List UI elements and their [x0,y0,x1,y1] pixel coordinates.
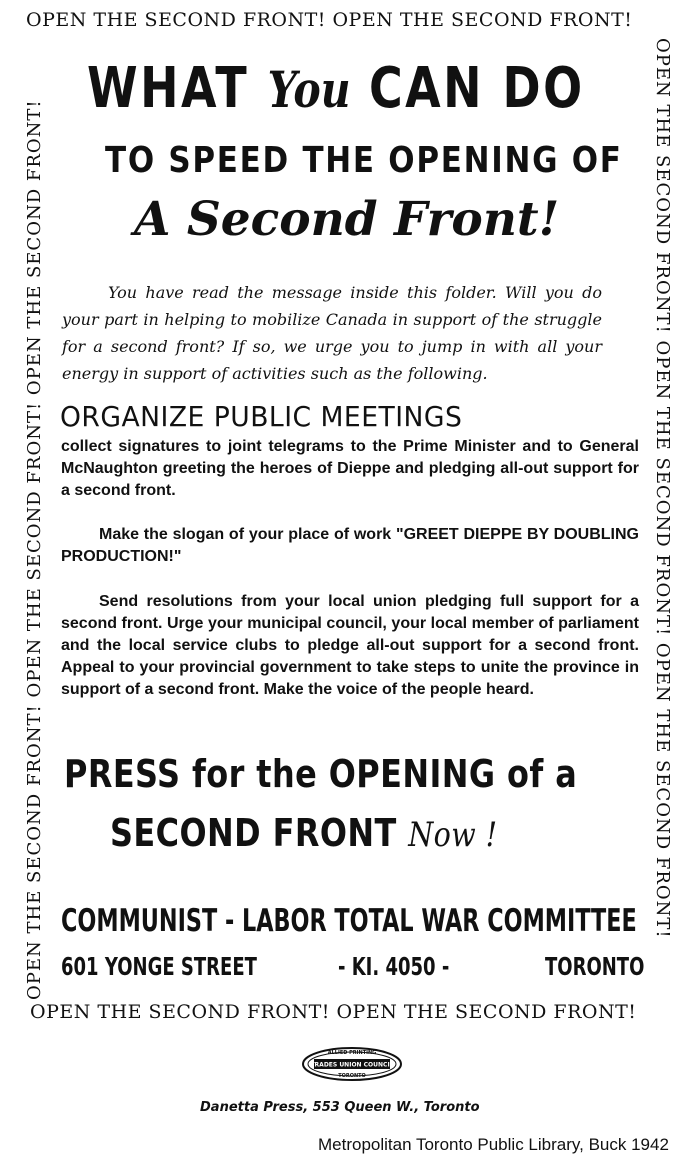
union-label-bottom: TORONTO [338,1073,366,1079]
section-para3-text: Send resolutions from your local union pledging full support for a second front. Urge your municipal council, your local member of parliament and the local service clubs to pledge all-out support for a second front. Appeal to your provincial government to take steps to unite the province in support of a second front. Make the voice of the people heard. [61,593,639,698]
union-label-middle: TRADES UNION COUNCIL [310,1061,394,1069]
union-label-logo [300,1044,404,1089]
section-para2-text: Make the slogan of your place of work "GREET DIEPPE BY DOUBLING PRODUCTION!" [61,526,639,565]
committee-street: 601 YONGE STREET [61,952,257,981]
border-left-text: OPEN THE SECOND FRONT! OPEN THE SECOND FRONT! OPEN THE SECOND FRONT! [24,99,45,1000]
committee-city: TORONTO [545,952,645,981]
intro-paragraph [62,279,602,387]
press-line1: PRESS for the OPENING of a [64,752,578,796]
intro-text: You have read the message inside this folder. Will you do your part in helping to mobilize Canada in support of the struggle for a second front? If so, we urge you to jump in with all your energy in support of activities such as the following. [62,283,602,383]
press-now: Now ! [408,815,498,855]
committee-name: COMMUNIST - LABOR TOTAL WAR COMMITTEE [61,903,637,939]
heading-line2: TO SPEED THE OPENING OF [105,140,623,181]
archive-caption: Metropolitan Toronto Public Library, Buck 1942 [318,1135,669,1154]
heading-you: You [267,60,351,119]
heading-second-front: A Second Front! [134,192,560,247]
committee-phone: - KI. 4050 - [338,952,450,981]
border-top-text: OPEN THE SECOND FRONT! OPEN THE SECOND FRONT! [26,9,633,31]
printer-imprint: Danetta Press, 553 Queen W., Toronto [200,1100,480,1115]
heading-what: WHAT [87,56,250,121]
press-line2 [110,811,498,855]
section-para1 [61,436,639,502]
union-label-top: ALLIED PRINTING [327,1050,377,1056]
section-title: ORGANIZE PUBLIC MEETINGS [60,400,463,433]
border-bottom-text: OPEN THE SECOND FRONT! OPEN THE SECOND FRONT! [30,1001,637,1023]
section-para1-text: collect signatures to joint telegrams to the Prime Minister and to General McNaughton greeting the heroes of Dieppe and pledging all-out support for a second front. [61,438,639,499]
border-right-text: OPEN THE SECOND FRONT! OPEN THE SECOND FRONT! OPEN THE SECOND FRONT! [652,38,673,939]
section-para2 [61,524,639,568]
section-para3 [61,591,639,701]
heading-can-do: CAN DO [368,56,585,121]
press-second-front: SECOND FRONT [110,811,397,855]
heading-line1 [87,56,585,121]
union-label-graphic [300,1044,404,1084]
